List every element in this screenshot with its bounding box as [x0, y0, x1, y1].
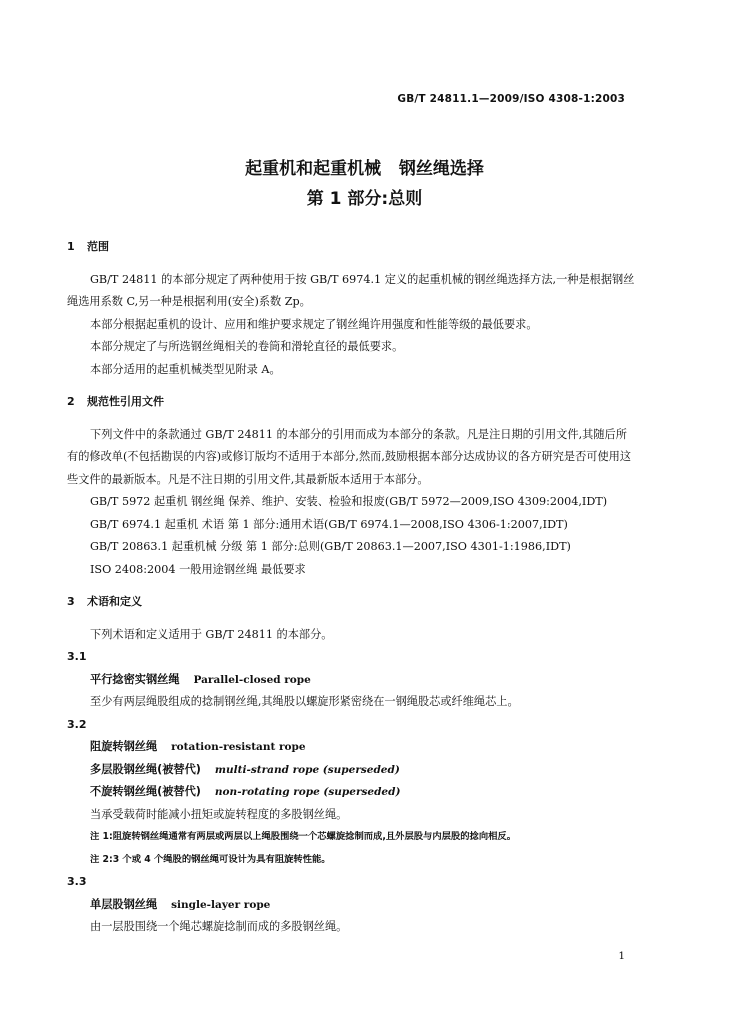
term-english: multi-strand rope (superseded) [214, 763, 400, 776]
paragraph: GB/T 24811 的本部分规定了两种使用于按 GB/T 6974.1 定义的起重机械的钢丝绳选择方法,一种是根据钢丝绳选用系数 C,另一种是根据利用(安全)系数 Zp。 [67, 272, 635, 308]
section-heading-terms [67, 591, 635, 614]
term-entry [67, 894, 635, 917]
term-definition: 由一层股围绕一个绳芯螺旋捻制而成的多股钢丝绳。 [90, 920, 348, 933]
note: 注 2:3 个或 4 个绳股的钢丝绳可设计为具有阻旋转性能。 [90, 853, 331, 865]
term-entry [67, 781, 635, 804]
term-entry [67, 669, 635, 692]
document-subtitle: 第 1 部分:总则 [306, 189, 423, 209]
reference-item: GB/T 20863.1 起重机械 分级 第 1 部分:总则(GB/T 20863.1—2007,ISO 4301-1:1986,IDT) [90, 540, 571, 553]
document-title: 起重机和起重机械 钢丝绳选择 [245, 159, 484, 179]
section-title: 术语和定义 [87, 595, 142, 608]
term-chinese: 多层股钢丝绳(被替代) [90, 762, 201, 776]
term-english: Parallel-closed rope [193, 673, 311, 686]
section-title: 范围 [87, 240, 109, 253]
section-number: 3 [67, 595, 75, 608]
term-number: 3.2 [67, 717, 87, 731]
section-number: 1 [67, 240, 75, 253]
term-english: rotation-resistant rope [171, 741, 306, 753]
term-chinese: 不旋转钢丝绳(被替代) [90, 785, 201, 798]
term-definition: 至少有两层绳股组成的捻制钢丝绳,其绳股以螺旋形紧密绕在一钢绳股芯或纤维绳芯上。 [90, 695, 519, 708]
standard-code: GB/T 24811.1—2009/ISO 4308-1:2003 [397, 93, 625, 105]
term-chinese: 平行捻密实钢丝绳 [90, 672, 180, 686]
reference-item: GB/T 6974.1 起重机 术语 第 1 部分:通用术语(GB/T 6974.1—2008,ISO 4306-1:2007,IDT) [90, 517, 568, 531]
term-english: non-rotating rope (superseded) [214, 786, 401, 798]
page-number: 1 [618, 950, 625, 962]
reference-item: ISO 2408:2004 一般用途钢丝绳 最低要求 [90, 562, 306, 576]
section-heading-scope [67, 236, 635, 259]
note: 注 1:阻旋转钢丝绳通常有两层或两层以上绳股围绕一个芯螺旋捻制而成,且外层股与内层股的捻向相反。 [90, 831, 517, 842]
document-body [67, 236, 635, 939]
paragraph: 本部分根据起重机的设计、应用和维护要求规定了钢丝绳许用强度和性能等级的最低要求。 [90, 317, 538, 331]
paragraph: 下列文件中的条款通过 GB/T 24811 的本部分的引用而成为本部分的条款。凡是注日期的引用文件,其随后所有的修改单(不包括勘误的内容)或修订版均不适用于本部分,然而,鼓励根据本部分达成协议的各方研究是否可使用这些文件的最新版本。凡是不注日期的引用文件,其最新版本适用于本部分。 [67, 427, 632, 486]
reference-item: GB/T 5972 起重机 钢丝绳 保养、维护、安装、检验和报废(GB/T 5972—2009,ISO 4309:2004,IDT) [90, 495, 608, 508]
term-number: 3.3 [67, 875, 87, 888]
term-chinese: 阻旋转钢丝绳 [90, 740, 158, 753]
section-heading-normative-references [67, 391, 635, 414]
term-entry [67, 759, 635, 782]
term-entry [67, 736, 635, 759]
section-title: 规范性引用文件 [87, 395, 164, 408]
paragraph: 本部分规定了与所选钢丝绳相关的卷筒和滑轮直径的最低要求。 [90, 340, 404, 353]
term-number: 3.1 [67, 650, 87, 663]
paragraph: 本部分适用的起重机械类型见附录 A。 [90, 362, 281, 376]
term-definition: 当承受载荷时能减小扭矩或旋转程度的多股钢丝绳。 [90, 807, 348, 821]
paragraph: 下列术语和定义适用于 GB/T 24811 的本部分。 [90, 627, 333, 641]
term-english: single-layer rope [171, 898, 271, 911]
section-number: 2 [67, 395, 75, 408]
term-chinese: 单层股钢丝绳 [90, 897, 158, 911]
